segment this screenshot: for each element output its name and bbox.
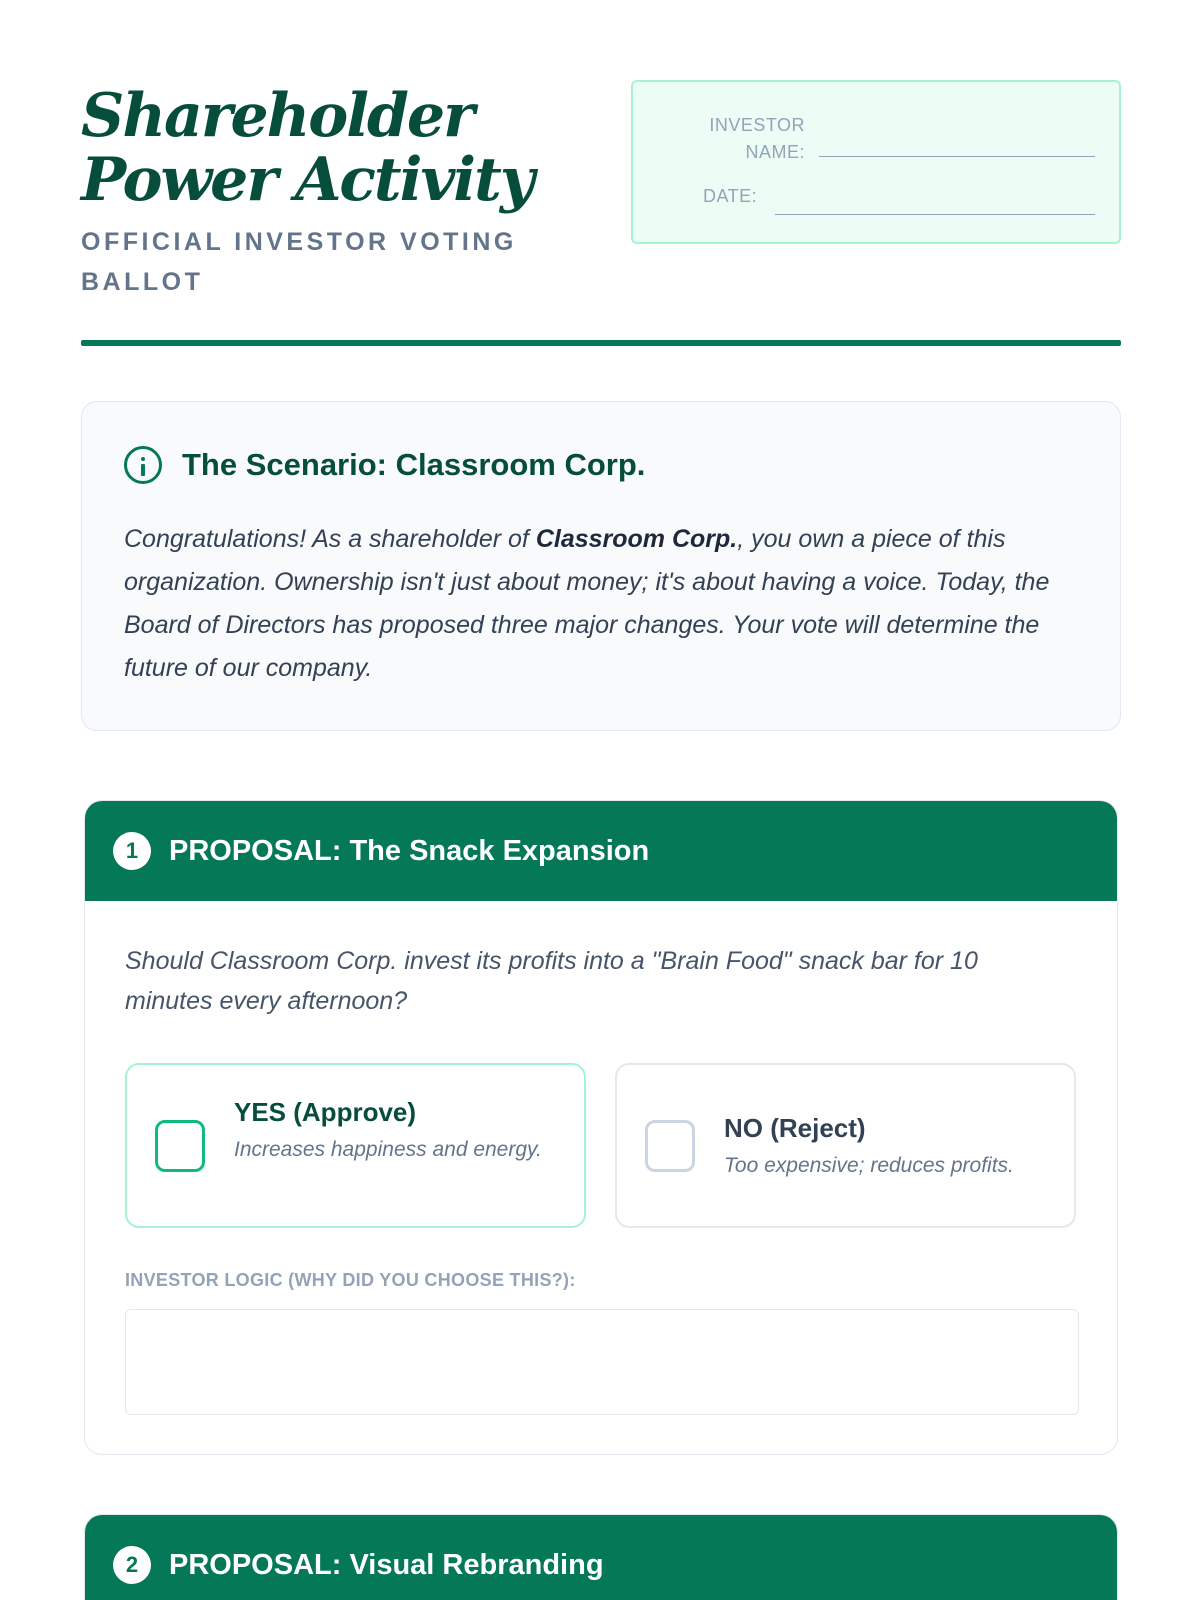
proposal-title: PROPOSAL: The Snack Expansion [169, 834, 650, 867]
investor-name-field[interactable] [819, 156, 1095, 157]
proposal-number-badge: 1 [113, 832, 151, 870]
no-option-description: Too expensive; reduces profits. [724, 1154, 1014, 1177]
vote-yes-option[interactable] [125, 1063, 586, 1228]
scenario-card [81, 401, 1121, 731]
no-option-text [724, 1111, 1064, 1182]
scenario-company-name: Classroom Corp. [535, 525, 738, 553]
no-option-label: NO (Reject) [724, 1113, 866, 1143]
investor-logic-label: INVESTOR LOGIC (WHY DID YOU CHOOSE THIS?): [125, 1270, 576, 1290]
date-label: DATE: [703, 186, 758, 206]
investor-info-box [631, 80, 1121, 244]
scenario-text-body: , you own a piece of this organization. Ownership isn't just about money; it's about having a voice. Today, the Board of Directors has proposed three major changes. Your vote will determine the future of our company. [124, 525, 1050, 682]
proposal-title: PROPOSAL: Visual Rebranding [169, 1548, 604, 1581]
info-icon [124, 446, 162, 484]
yes-option-label: YES (Approve) [234, 1097, 417, 1127]
yes-checkbox[interactable] [155, 1120, 205, 1172]
yes-option-description: Increases happiness and energy. [234, 1138, 542, 1161]
page-title: Shareholder Power Activity [81, 81, 533, 215]
yes-option-text [234, 1095, 554, 1166]
page-subtitle: OFFICIAL INVESTOR VOTING BALLOT [81, 228, 517, 296]
scenario-text-intro: Congratulations! As a shareholder of [124, 525, 536, 553]
scenario-title: The Scenario: Classroom Corp. [182, 447, 646, 482]
date-field[interactable] [775, 214, 1095, 215]
scenario-text [124, 518, 1084, 690]
scenario-header [124, 446, 645, 484]
investor-name-label: INVESTOR NAME: [709, 115, 805, 162]
no-checkbox[interactable] [645, 1120, 695, 1172]
proposal-header [85, 801, 1117, 901]
vote-no-option[interactable] [615, 1063, 1076, 1228]
proposal-header [85, 1515, 1117, 1600]
investor-logic-input[interactable] [125, 1309, 1079, 1415]
proposal-question: Should Classroom Corp. invest its profits into a "Brain Food" snack bar for 10 minutes every afternoon? [125, 947, 978, 1015]
title-block [81, 81, 621, 302]
proposal-card-2 [84, 1514, 1118, 1600]
proposal-card-1 [84, 800, 1118, 1455]
proposal-number-badge: 2 [113, 1546, 151, 1584]
header-divider [81, 340, 1121, 346]
